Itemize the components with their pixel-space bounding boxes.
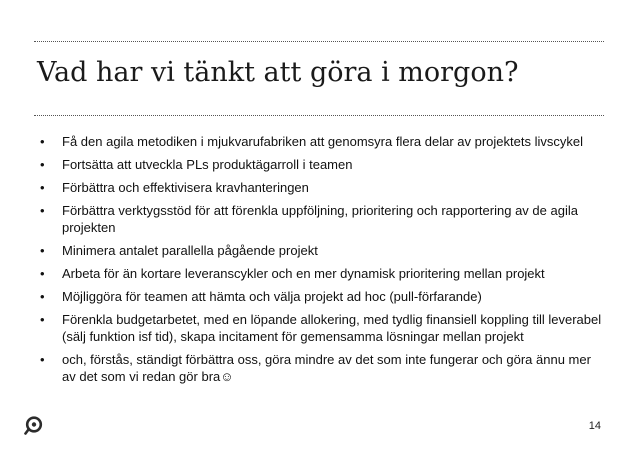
bullet-marker: •: [40, 352, 45, 367]
bullet-item: [34, 265, 606, 282]
bullet-marker: •: [40, 312, 45, 327]
bullet-text: Få den agila metodiken i mjukvarufabriken att genomsyra flera delar av projektets livscykel: [62, 134, 583, 149]
bullet-item: [34, 242, 606, 259]
bullet-marker: •: [40, 266, 45, 281]
bullet-text: Förbättra verktygsstöd för att förenkla uppföljning, prioritering och rapportering av de agila projekten: [62, 203, 578, 235]
bullet-text: Arbeta för än kortare leveranscykler och en mer dynamisk prioritering mellan projekt: [62, 266, 545, 281]
bullet-item: [34, 133, 606, 150]
bullet-item: [34, 311, 606, 345]
page-number: 14: [588, 420, 601, 432]
bullet-text: Fortsätta att utveckla PLs produktägarroll i teamen: [62, 157, 353, 172]
bullet-marker: •: [40, 180, 45, 195]
bullet-marker: •: [40, 289, 45, 304]
bullet-marker: •: [40, 134, 45, 149]
slide-title: Vad har vi tänkt att göra i morgon?: [37, 57, 519, 88]
bullet-item: [34, 351, 606, 385]
bullet-marker: •: [40, 243, 45, 258]
bullet-item: [34, 179, 606, 196]
top-dotted-rule: [34, 41, 604, 42]
bullet-text: Möjliggöra för teamen att hämta och välja projekt ad hoc (pull-förfarande): [62, 289, 482, 304]
bullet-list: [34, 133, 606, 391]
bullet-marker: •: [40, 157, 45, 172]
bullet-item: [34, 156, 606, 173]
magnifier-logo-icon: [24, 415, 44, 435]
bullet-text: Minimera antalet parallella pågående projekt: [62, 243, 318, 258]
bullet-text: Förbättra och effektivisera kravhanteringen: [62, 180, 309, 195]
title-dotted-rule: [34, 115, 604, 116]
bullet-item: [34, 288, 606, 305]
bullet-text: Förenkla budgetarbetet, med en löpande allokering, med tydlig finansiell koppling till leverabel (sälj funktion isf tid), skapa incitament för gemensamma lösningar mellan projekt: [62, 312, 602, 344]
bullet-text: och, förstås, ständigt förbättra oss, göra mindre av det som inte fungerar och göra ännu mer av det som vi redan gör bra☺: [62, 352, 591, 384]
bullet-marker: •: [40, 203, 45, 218]
bullet-item: [34, 202, 606, 236]
